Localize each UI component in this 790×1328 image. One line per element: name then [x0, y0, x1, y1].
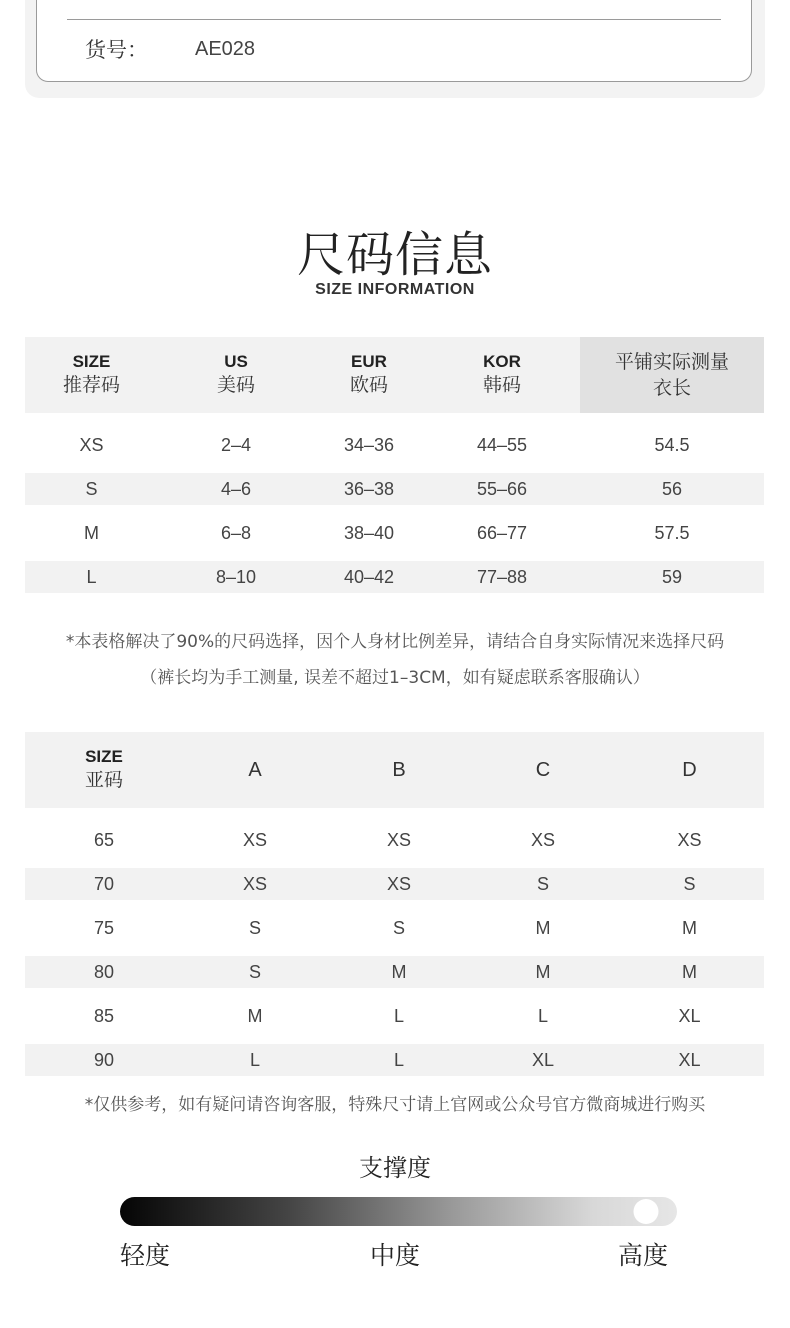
header-size [25, 337, 158, 413]
table-cell: XL [678, 1049, 701, 1070]
table-row [25, 561, 764, 593]
header-cn: 欧码 [349, 374, 388, 396]
table-cell: L [393, 1005, 404, 1026]
table-cell: L [393, 1049, 404, 1070]
header-en: KOR [483, 352, 521, 371]
header-en: SIZE [85, 747, 123, 766]
table-cell: S [536, 873, 549, 894]
table-cell: XS [530, 829, 555, 850]
table-cell: M [535, 961, 551, 982]
header-length [580, 337, 764, 413]
table-cell: M [682, 917, 697, 938]
table-cell: M [84, 522, 99, 543]
table-cell: M [391, 961, 407, 982]
info-label [67, 0, 195, 1]
cup-size-table [25, 732, 764, 1076]
support-level-light: 轻度 [120, 1241, 171, 1270]
table-cell: 57.5 [654, 522, 690, 543]
header-cup-a [183, 732, 327, 808]
header-label: D [682, 758, 697, 781]
header-eur [314, 337, 424, 413]
header-en: US [224, 352, 248, 371]
header-cn: 平铺实际测量 [614, 351, 729, 373]
table-cell: 44–55 [476, 434, 528, 455]
info-value: AE028 [195, 37, 256, 60]
table-cell: 90 [93, 1049, 115, 1070]
table-cell: 80 [93, 961, 115, 982]
support-level-medium: 中度 [370, 1241, 421, 1270]
header-cn: 美码 [216, 374, 255, 396]
table-cell: 40–42 [343, 566, 395, 587]
product-info-section [25, 0, 765, 98]
table-cell: 75 [93, 917, 115, 938]
header-kor [424, 337, 580, 413]
table-row [25, 956, 764, 988]
header-cup-b [327, 732, 471, 808]
table-row [25, 473, 764, 505]
table-cell: 70 [93, 873, 115, 894]
table-cell: XL [678, 1005, 701, 1026]
table-cell: L [249, 1049, 260, 1070]
size-table-header [25, 337, 764, 413]
support-level-high: 高度 [618, 1241, 669, 1270]
table-cell: XS [386, 829, 411, 850]
header-label: B [392, 758, 406, 781]
header-cn: 衣长 [652, 377, 691, 399]
reference-note: *仅供参考，如有疑问请咨询客服，特殊尺寸请上官网或公众号官方微商城进行购买 [84, 1095, 706, 1115]
header-label: C [535, 758, 551, 781]
table-row [25, 912, 764, 944]
header-size [25, 732, 183, 808]
header-cn: 推荐码 [62, 374, 120, 396]
table-row [25, 517, 764, 549]
table-cell: 4–6 [220, 478, 252, 499]
header-label: A [248, 758, 262, 781]
info-label: 货号： [85, 38, 148, 62]
table-cell: 34–36 [343, 434, 395, 455]
table-cell: 55–66 [476, 478, 528, 499]
table-cell: XS [677, 829, 702, 850]
table-cell: S [248, 917, 261, 938]
table-cell: 59 [661, 566, 683, 587]
table-cell: S [85, 478, 98, 499]
support-title: 支撑度 [359, 1154, 431, 1182]
table-cell: 77–88 [476, 566, 528, 587]
table-cell: 36–38 [343, 478, 395, 499]
table-cell: 2–4 [220, 434, 252, 455]
table-cell: 54.5 [654, 434, 690, 455]
measure-note: （裤长均为手工测量, 误差不超过1–3CM，如有疑虑联系客服确认） [140, 668, 650, 688]
table-row [25, 1000, 764, 1032]
table-cell: M [535, 917, 551, 938]
table-cell: 38–40 [343, 522, 395, 543]
support-level-indicator [634, 1199, 659, 1224]
info-row-chest-pad [67, 0, 721, 20]
size-table [25, 337, 764, 593]
table-cell: XS [386, 873, 411, 894]
table-cell: 56 [661, 478, 683, 499]
table-cell: S [392, 917, 405, 938]
header-cup-d [615, 732, 764, 808]
table-cell: L [86, 566, 97, 587]
table-row [25, 1044, 764, 1076]
table-cell: S [248, 961, 261, 982]
table-cell: XS [79, 434, 104, 455]
table-row [25, 824, 764, 856]
header-en: SIZE [72, 352, 111, 371]
table-cell: 6–8 [220, 522, 252, 543]
section-subtitle: SIZE INFORMATION [315, 281, 475, 298]
cup-table-header [25, 732, 764, 808]
table-cell: 8–10 [215, 566, 257, 587]
table-cell: XL [531, 1049, 555, 1070]
header-cn: 亚码 [84, 769, 123, 791]
header-cup-c [471, 732, 615, 808]
table-cell: M [682, 961, 697, 982]
info-row-item-number [67, 29, 721, 69]
header-en: EUR [351, 352, 387, 371]
table-cell: L [537, 1005, 548, 1026]
table-row [25, 868, 764, 900]
table-cell: XS [242, 829, 267, 850]
header-cn: 韩码 [482, 374, 521, 396]
size-note: *本表格解决了90%的尺码选择，因个人身材比例差异，请结合自身实际情况来选择尺码 [65, 632, 725, 652]
table-cell: 65 [93, 829, 115, 850]
product-info-card [36, 0, 752, 82]
support-meter [120, 1197, 677, 1226]
table-row [25, 429, 764, 461]
table-cell: XS [242, 873, 267, 894]
table-cell: S [683, 873, 696, 894]
table-cell: M [247, 1005, 263, 1026]
table-cell: 66–77 [476, 522, 528, 543]
table-cell: 85 [93, 1005, 115, 1026]
section-title: 尺码信息 [296, 227, 493, 283]
header-us [158, 337, 314, 413]
